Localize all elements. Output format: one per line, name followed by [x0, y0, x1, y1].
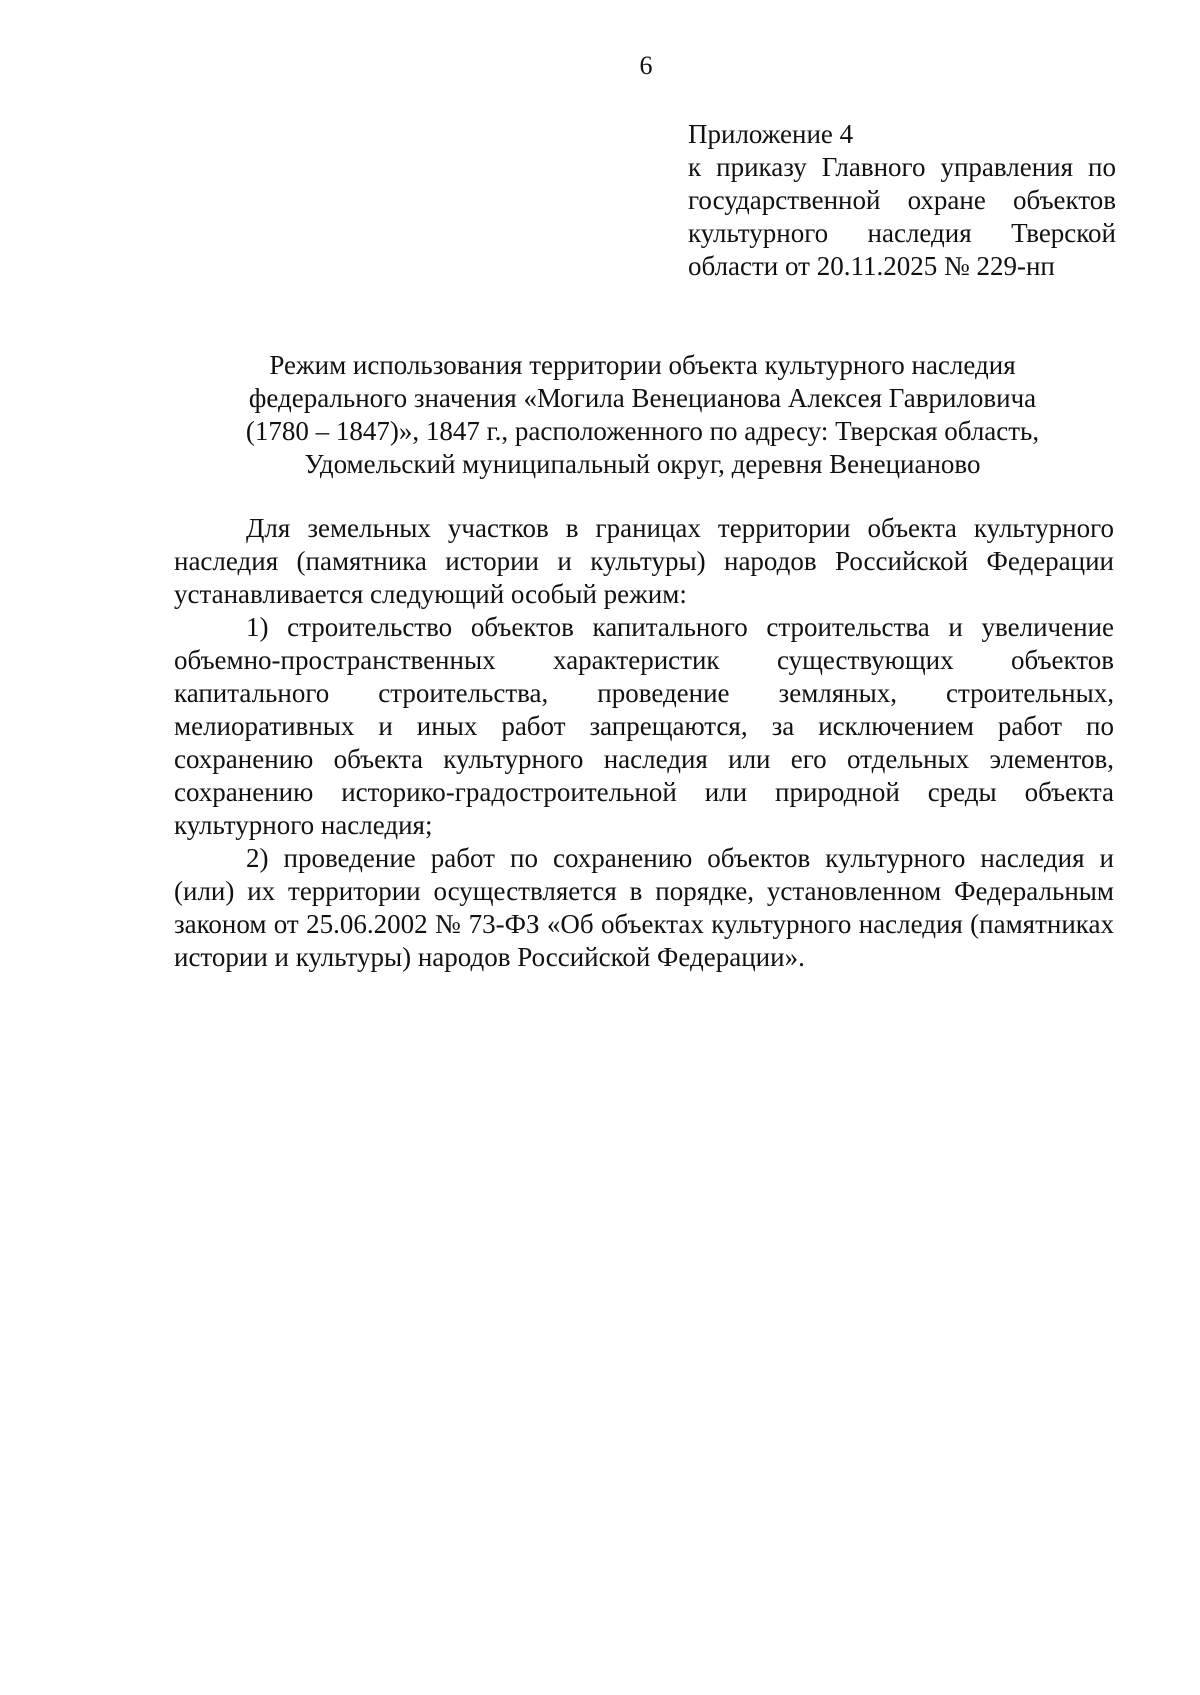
title-line-1: Режим использования территории объекта культурного наследия: [269, 350, 1016, 380]
title-line-2: федерального значения «Могила Венецианова Алексея Гавриловича: [248, 383, 1037, 413]
appendix-order-line-4: области от 20.11.2025 № 229-нп: [688, 251, 1055, 281]
title-line-3: (1780 – 1847)», 1847 г., расположенного по адресу: Тверская область,: [245, 416, 1040, 446]
appendix-order-line-2: государственной охране объектов: [688, 185, 1116, 215]
list-item-2: 2) проведение работ по сохранению объектов культурного наследия и (или) их территории осуществляется в порядке, установленном Федеральным законом от 25.06.2002 № 73-ФЗ «Об объектах культурного наследия (памятниках истории и культуры) народов Российской Федерации».: [174, 843, 1114, 972]
intro-paragraph: Для земельных участков в границах территории объекта культурного наследия (памятника истории и культуры) народов Российской Федерации устанавливается следующий особый режим:: [174, 513, 1114, 609]
title-line-4: Удомельский муниципальный округ, деревня Венецианово: [304, 449, 981, 479]
document-body: [174, 512, 1114, 974]
appendix-order-line-1: к приказу Главного управления по: [688, 152, 1116, 182]
appendix-header: [688, 118, 1116, 283]
list-item-1: 1) строительство объектов капитального строительства и увеличение объемно-пространственных характеристик существующих объектов капитального строительства, проведение земляных, строительных, мелиоративных и иных работ запрещаются, за исключением работ по сохранению объекта культурного наследия или его отдельных элементов, сохранению историко-градостроительной или природной среды объекта культурного наследия;: [174, 612, 1114, 840]
appendix-label: Приложение 4: [688, 119, 854, 149]
appendix-order-line-3: культурного наследия Тверской: [688, 218, 1116, 248]
page-number: 6: [639, 51, 653, 80]
document-title: [160, 349, 1125, 481]
